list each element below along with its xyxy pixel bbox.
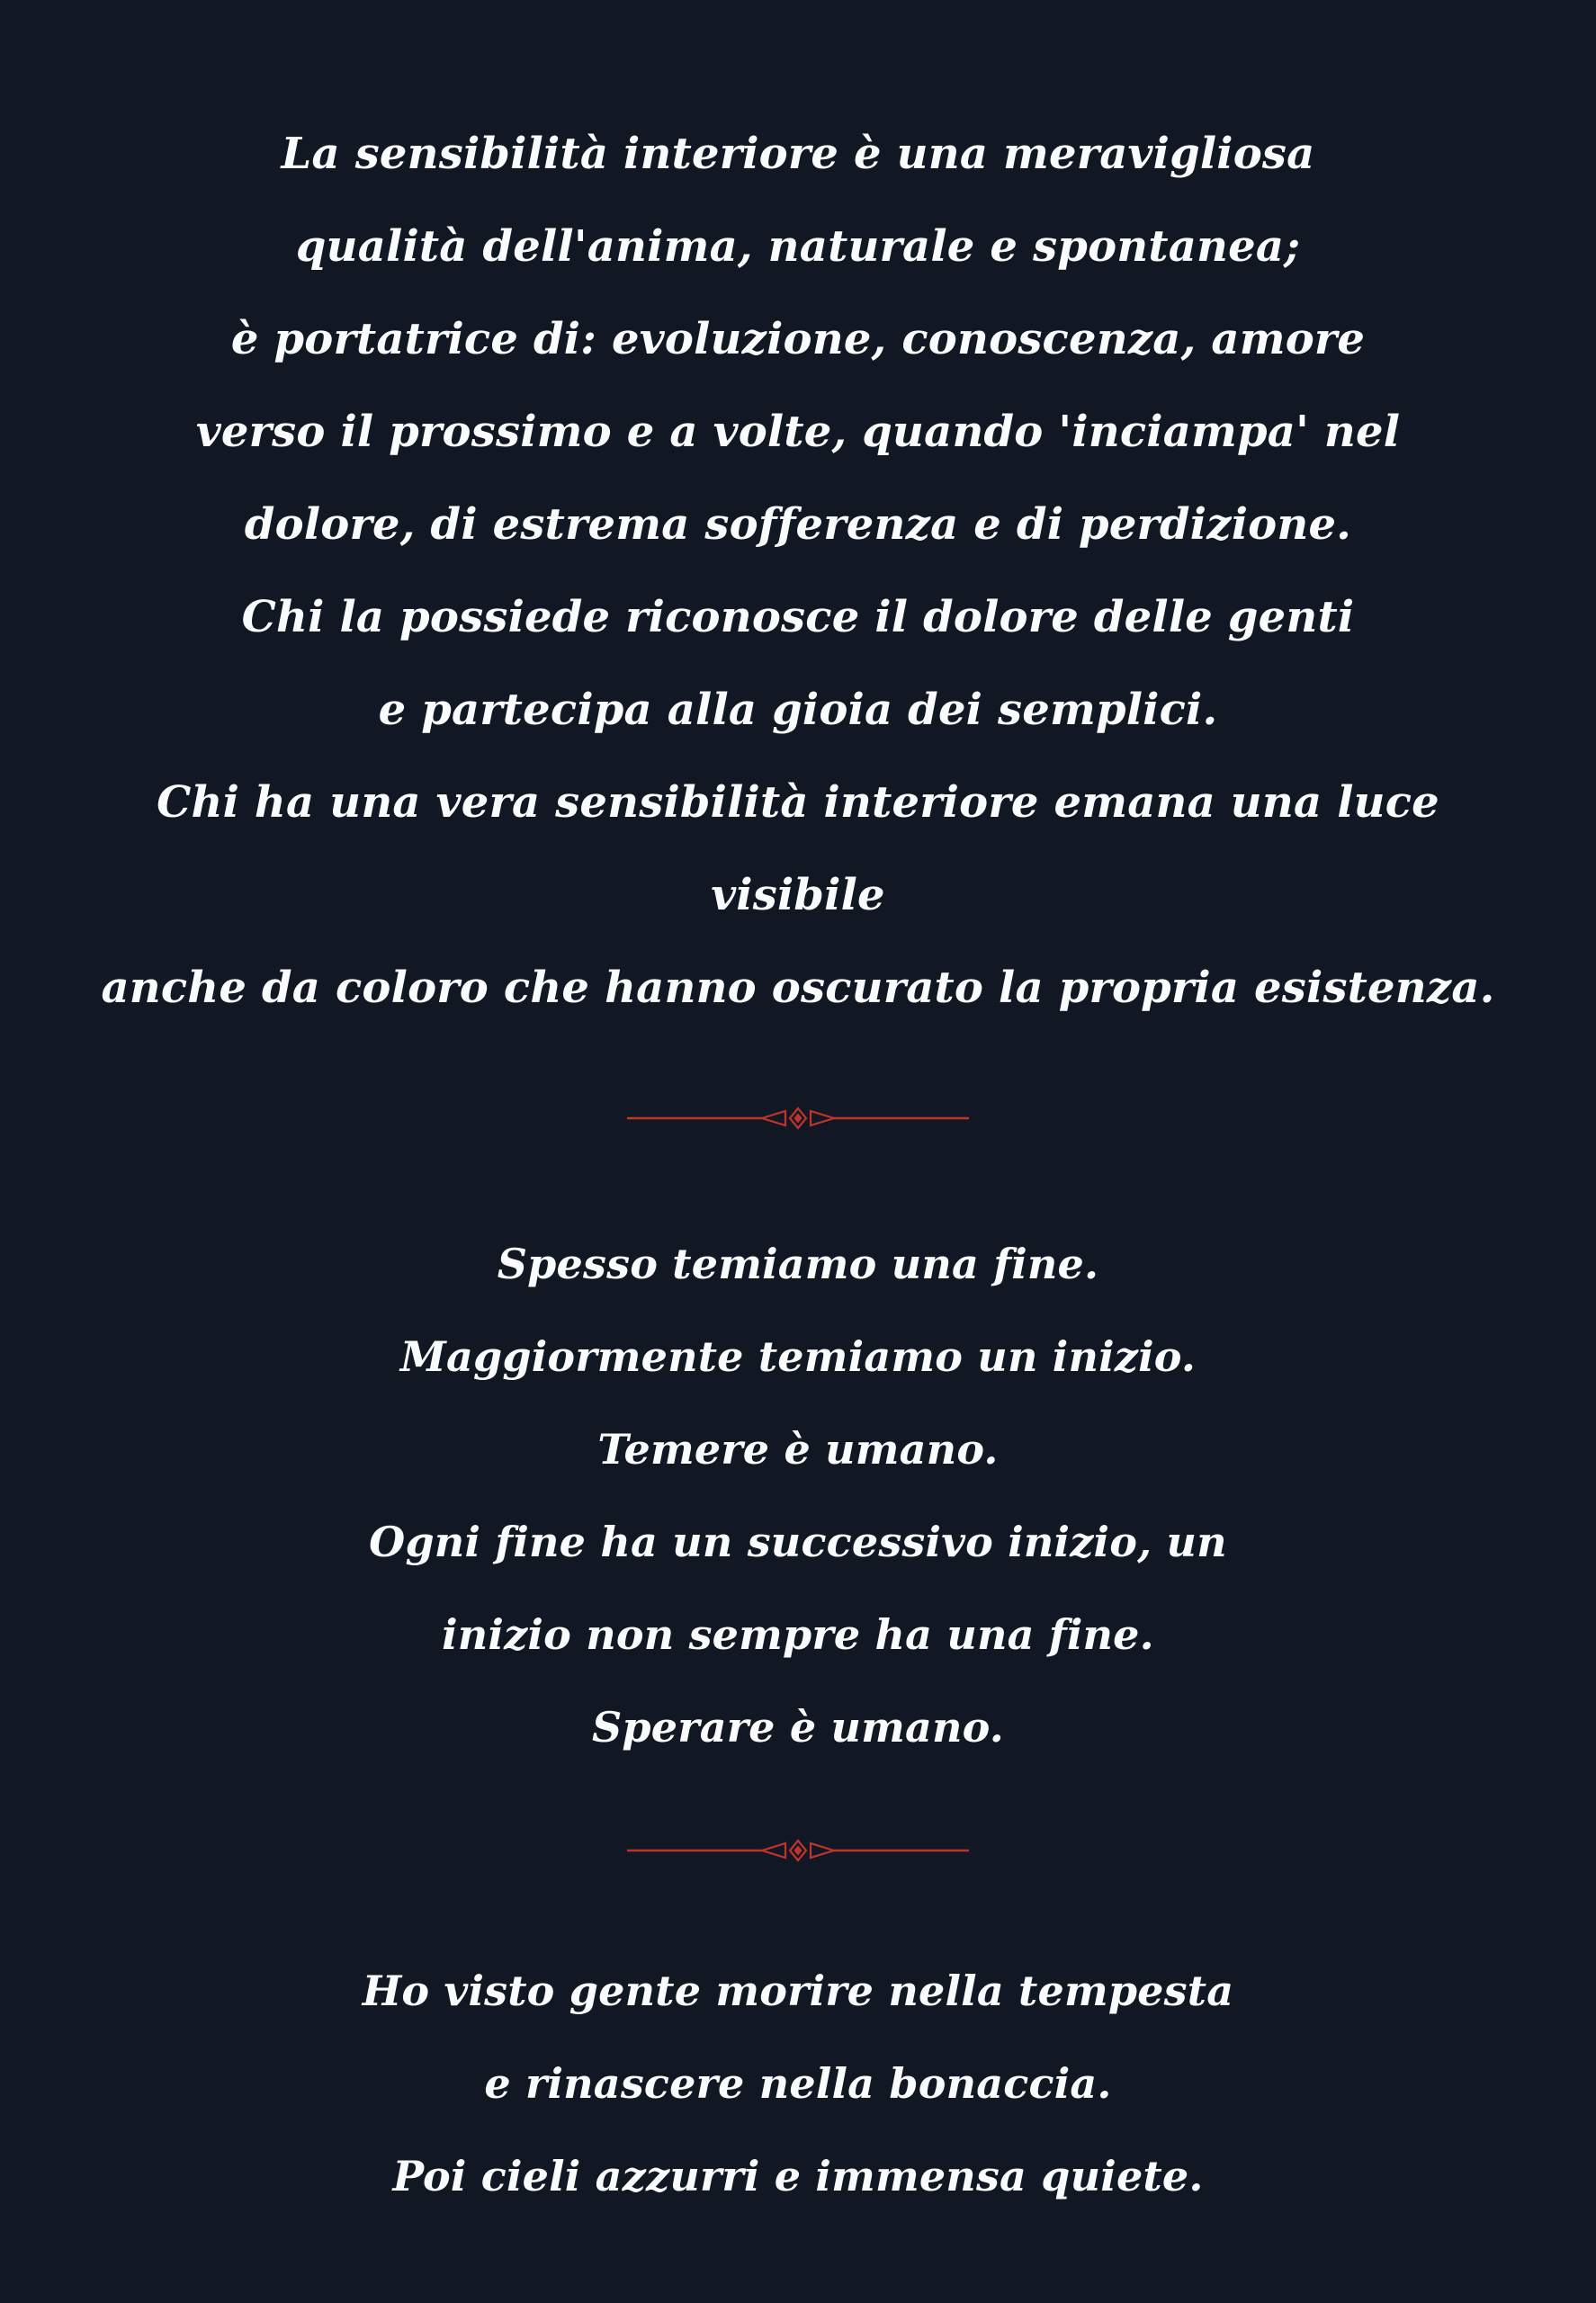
- ornament-diamond-divider-icon: [627, 1837, 969, 1864]
- poem-line: verso il prossimo e a volte, quando 'inciampa' nel: [195, 407, 1401, 457]
- poem-line: Ogni fine ha un successivo inizio, un: [369, 1518, 1227, 1566]
- poem-line: Ho visto gente morire nella tempesta: [362, 1967, 1234, 2015]
- poem-line: dolore, di estrema sofferenza e di perdizione.: [244, 499, 1352, 550]
- poem-line: e partecipa alla gioia dei semplici.: [378, 685, 1218, 735]
- stanza-tempesta: [81, 1945, 1515, 2223]
- poem-line: anche da coloro che hanno oscurato la propria esistenza.: [101, 963, 1495, 1013]
- stanza-sensibilita: [81, 108, 1515, 1035]
- poem-line: Sperare è umano.: [592, 1703, 1004, 1752]
- stanza-fine-inizio: [81, 1218, 1515, 1774]
- poem-line: Temere è umano.: [597, 1425, 999, 1474]
- poem-line: inizio non sempre ha una fine.: [442, 1610, 1154, 1659]
- poem-line: qualità dell'anima, naturale e spontanea;: [295, 221, 1301, 272]
- ornament-diamond-divider-icon: [627, 1105, 969, 1132]
- poem-line: Maggiormente temiamo un inizio.: [399, 1332, 1197, 1381]
- poem-line: è portatrice di: evoluzione, conoscenza, amore: [230, 314, 1366, 364]
- divider-1: [81, 1105, 1515, 1132]
- divider-2: [81, 1837, 1515, 1864]
- poem-line: e rinascere nella bonaccia.: [484, 2059, 1112, 2108]
- poem-line: Chi la possiede riconosce il dolore delle genti: [241, 592, 1355, 642]
- poem-line: Spesso temiamo una fine.: [497, 1240, 1099, 1288]
- poem-line: La sensibilità interiore è una meravigliosa: [281, 129, 1315, 179]
- poem-line: Poi cieli azzurri e immensa quiete.: [392, 2152, 1204, 2200]
- poem-line: Chi ha una vera sensibilità interiore emana una luce visibile: [157, 777, 1439, 920]
